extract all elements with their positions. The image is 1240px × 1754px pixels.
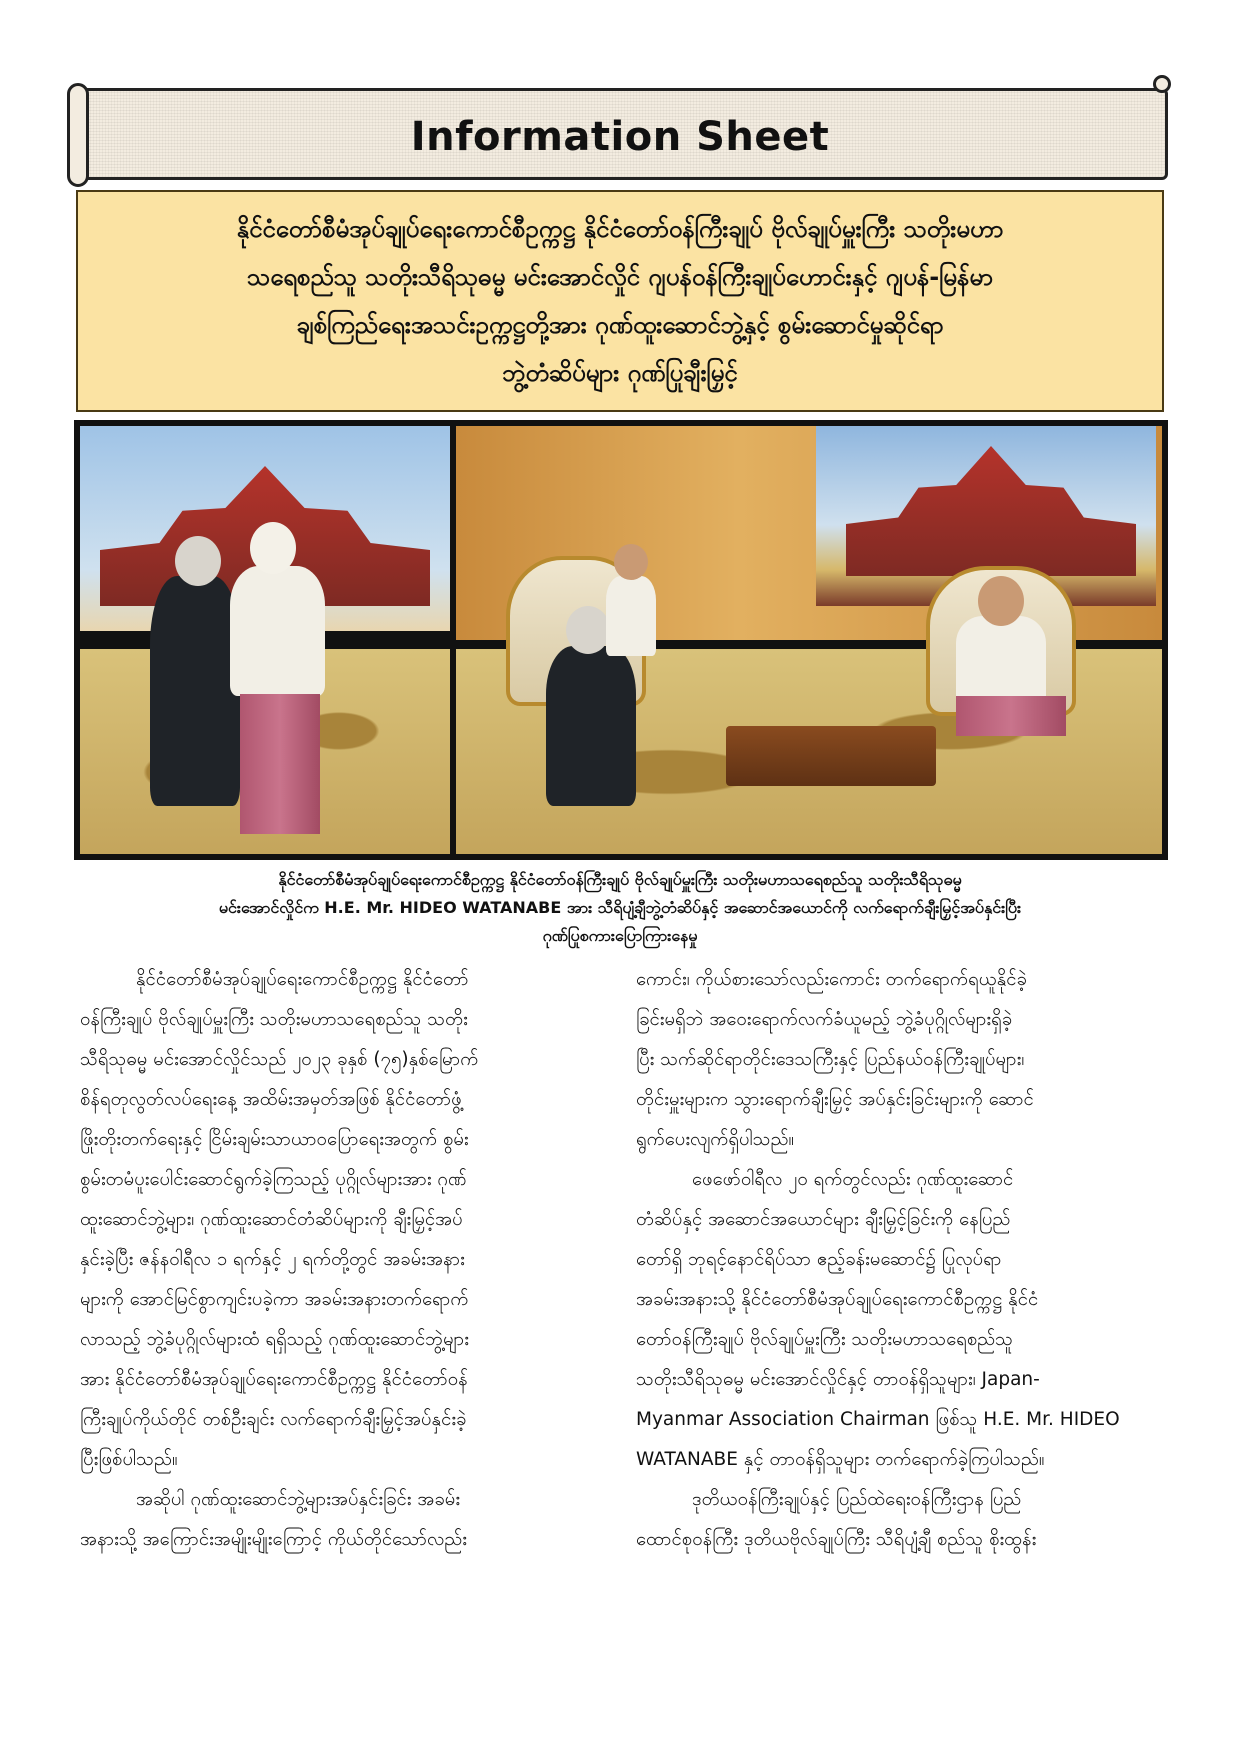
body-line: ကောင်း၊ ကိုယ်စားသော်လည်းကောင်း တက်ရောက်ရယူနိုင်ခဲ့ [636, 969, 1027, 990]
caption-line: မင်းအောင်လှိုင်က H.E. Mr. HIDEO WATANABE အား သီရိပျံ့ချီဘွဲ့တံဆိပ်နှင့် အဆောင်အယောင်ကို လက်ရောက်ချီးမြှင့်အပ်နှင်းပြီး [218, 898, 1022, 917]
body-line: အား နိုင်ငံတော်စီမံအုပ်ချုပ်ရေးကောင်စီဥက္ကဋ္ဌ နိုင်ငံတော်ဝန် [80, 1369, 468, 1390]
body-line: ခြင်းမရှိဘဲ အဝေးရောက်လက်ခံယူမည့် ဘွဲ့ခံပုဂ္ဂိုလ်များရှိခဲ့ [636, 1009, 1013, 1030]
scroll-curl-left [67, 83, 89, 187]
body-line: ဖေဖော်ဝါရီလ ၂၀ ရက်တွင်လည်း ဂုဏ်ထူးဆောင် [692, 1169, 1014, 1190]
body-line: ရွက်ပေးလျက်ရှိပါသည်။ [636, 1129, 795, 1150]
photo-meeting-room [456, 426, 1162, 854]
body-column-left [80, 960, 602, 1560]
caption-line: နိုင်ငံတော်စီမံအုပ်ချုပ်ရေးကောင်စီဥက္ကဋ္ဌ နိုင်ငံတော်ဝန်ကြီးချုပ် ဗိုလ်ချုပ်မှူးကြီး သတိုးမဟာသရေစည်သူ သတိုးသီရိသုဓမ္မ [278, 870, 962, 889]
body-line: တော်ရှိ ဘုရင့်နောင်ရိပ်သာ ဧည့်ခန်းမဆောင်၌ ပြုလုပ်ရာ [636, 1249, 1002, 1270]
photo-medal-presentation [80, 426, 450, 854]
body-line: ပြီးဖြစ်ပါသည်။ [80, 1449, 178, 1470]
body-line: ထူးဆောင်ဘွဲ့များ၊ ဂုဏ်ထူးဆောင်တံဆိပ်များကို ချီးမြှင့်အပ် [80, 1209, 463, 1230]
body-column-right [636, 960, 1158, 1560]
caption-line: ဂုဏ်ပြုစကားပြောကြားနေမှု [542, 926, 698, 945]
body-line: ဒုတိယဝန်ကြီးချုပ်နှင့် ပြည်ထဲရေးဝန်ကြီးဌာန ပြည် [692, 1489, 1022, 1510]
headline-line: နိုင်ငံတော်စီမံအုပ်ချုပ်ရေးကောင်စီဥက္ကဋ္ဌ နိုင်ငံတော်ဝန်ကြီးချုပ် ဗိုလ်ချုပ်မှူးကြီး သတိုးမဟာ [236, 215, 1004, 243]
body-line: တံဆိပ်နှင့် အဆောင်အယောင်များ ချီးမြှင့်ခြင်းကို နေပြည် [636, 1209, 1011, 1230]
body-line: အခမ်းအနားသို့ နိုင်ငံတော်စီမံအုပ်ချုပ်ရေးကောင်စီဥက္ကဋ္ဌ နိုင်ငံ [636, 1289, 1039, 1310]
body-line: များကို အောင်မြင်စွာကျင်းပခဲ့ကာ အခမ်းအနားတက်ရောက် [80, 1289, 469, 1310]
body-line: WATANABE နှင့် တာဝန်ရှိသူများ တက်ရောက်ခဲ့ကြပါသည်။ [636, 1449, 1045, 1470]
body-line: အဆိုပါ ဂုဏ်ထူးဆောင်ဘွဲ့များအပ်နှင်းခြင်း အခမ်း [136, 1489, 461, 1510]
body-line: ဝန်ကြီးချုပ် ဗိုလ်ချုပ်မှူးကြီး သတိုးမဟာသရေစည်သူ သတိုး [80, 1009, 468, 1030]
body-line: စွမ်းတမံပူးပေါင်းဆောင်ရွက်ခဲ့ကြသည့် ပုဂ္ဂိုလ်များအား ဂုဏ် [80, 1169, 467, 1190]
body-line: ထောင်စုဝန်ကြီး ဒုတိယဗိုလ်ချုပ်ကြီး သီရိပျံ့ချီ စည်သူ စိုးထွန်း [636, 1529, 1037, 1550]
headline-line: ချစ်ကြည်ရေးအသင်းဥက္ကဋ္ဌတို့အား ဂုဏ်ထူးဆောင်ဘွဲ့နှင့် စွမ်းဆောင်မှုဆိုင်ရာ [296, 311, 944, 339]
body-line: နိုင်ငံတော်စီမံအုပ်ချုပ်ရေးကောင်စီဥက္ကဋ္ဌ နိုင်ငံတော် [136, 969, 469, 990]
body-line: အနားသို့ အကြောင်းအမျိုးမျိုးကြောင့် ကိုယ်တိုင်သော်လည်း [80, 1529, 467, 1550]
body-line: ပြီး သက်ဆိုင်ရာတိုင်းဒေသကြီးနှင့် ပြည်နယ်ဝန်ကြီးချုပ်များ၊ [636, 1049, 1025, 1070]
title-banner [72, 88, 1168, 180]
body-line: လာသည့် ဘွဲ့ခံပုဂ္ဂိုလ်များထံ ရရှိသည့် ဂုဏ်ထူးဆောင်ဘွဲ့များ [80, 1329, 469, 1350]
body-line: နှင်းခဲ့ပြီး ဇန်နဝါရီလ ၁ ရက်နှင့် ၂ ရက်တို့တွင် အခမ်းအနား [80, 1249, 465, 1270]
headline-line: သရေစည်သူ သတိုးသီရိသုဓမ္မ မင်းအောင်လှိုင် ဂျပန်ဝန်ကြီးချုပ်ဟောင်းနှင့် ဂျပန်-မြန်မာ [246, 263, 993, 291]
headline-box [76, 190, 1164, 412]
body-line: ဖြိုးတိုးတက်ရေးနှင့် ငြိမ်းချမ်းသာယာဝပြောရေးအတွက် စွမ်း [80, 1129, 469, 1150]
body-line: တော်ဝန်ကြီးချုပ် ဗိုလ်ချုပ်မှူးကြီး သတိုးမဟာသရေစည်သူ [636, 1329, 1014, 1350]
headline-line: ဘွဲ့တံဆိပ်များ ဂုဏ်ပြုချီးမြှင့် [502, 359, 738, 387]
body-line: Myanmar Association Chairman ဖြစ်သူ H.E. Mr. HIDEO [636, 1409, 1120, 1430]
body-line: သီရိသုဓမ္မ မင်းအောင်လှိုင်သည် ၂၀၂၃ ခုနှစ် (၇၅)နှစ်မြောက် [80, 1049, 479, 1070]
body-line: တိုင်းမှူးများက သွားရောက်ချီးမြှင့် အပ်နှင်းခြင်းများကို ဆောင် [636, 1089, 1034, 1110]
body-line: သတိုးသီရိသုဓမ္မ မင်းအောင်လှိုင်နှင့် တာဝန်ရှိသူများ၊ Japan- [636, 1369, 1040, 1390]
body-line: စိန်ရတုလွတ်လပ်ရေးနေ့ အထိမ်းအမှတ်အဖြစ် နိုင်ငံတော်ဖွံ့ [80, 1089, 462, 1110]
page-title: Information Sheet [410, 114, 830, 160]
body-line: ကြီးချုပ်ကိုယ်တိုင် တစ်ဦးချင်း လက်ရောက်ချီးမြှင့်အပ်နှင်းခဲ့ [80, 1409, 467, 1430]
scroll-curl-right [1153, 75, 1171, 93]
photo-caption [80, 866, 1160, 950]
